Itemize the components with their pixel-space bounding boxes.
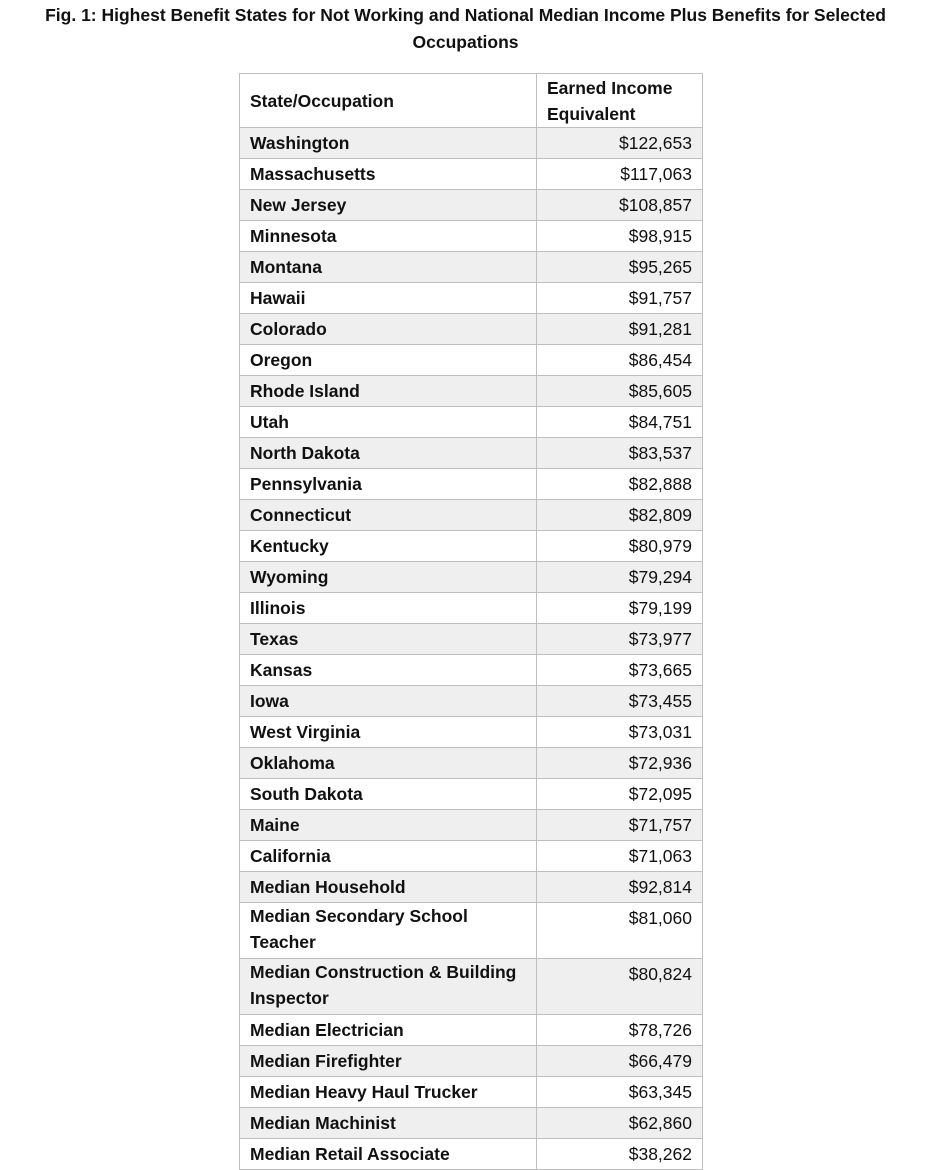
table-row [240, 128, 703, 159]
row-label: Pennsylvania [240, 469, 537, 500]
column-header-state: State/Occupation [240, 74, 537, 128]
table-row [240, 562, 703, 593]
row-value: $91,281 [537, 314, 703, 345]
row-value: $82,888 [537, 469, 703, 500]
row-label: Median Heavy Haul Trucker [240, 1077, 537, 1108]
table-row [240, 686, 703, 717]
table-row [240, 252, 703, 283]
row-label: Montana [240, 252, 537, 283]
row-value: $72,936 [537, 748, 703, 779]
row-value: $71,757 [537, 810, 703, 841]
row-label: Kansas [240, 655, 537, 686]
row-value: $38,262 [537, 1139, 703, 1170]
row-value: $79,294 [537, 562, 703, 593]
row-label: Utah [240, 407, 537, 438]
row-value: $84,751 [537, 407, 703, 438]
table-row [240, 531, 703, 562]
row-label: Median Construction & Building Inspector [240, 959, 537, 1015]
row-value: $108,857 [537, 190, 703, 221]
row-label: West Virginia [240, 717, 537, 748]
table-row [240, 1015, 703, 1046]
row-value: $117,063 [537, 159, 703, 190]
row-value: $73,977 [537, 624, 703, 655]
row-label: Median Household [240, 872, 537, 903]
row-value: $80,979 [537, 531, 703, 562]
row-label: North Dakota [240, 438, 537, 469]
row-label: Oregon [240, 345, 537, 376]
row-label: Median Electrician [240, 1015, 537, 1046]
row-label: Minnesota [240, 221, 537, 252]
figure-title: Fig. 1: Highest Benefit States for Not Working and National Median Income Plus Benefits for Selected Occupations [45, 5, 886, 52]
row-value: $66,479 [537, 1046, 703, 1077]
row-label: Median Firefighter [240, 1046, 537, 1077]
table-row [240, 1046, 703, 1077]
row-value: $71,063 [537, 841, 703, 872]
row-value: $81,060 [537, 903, 703, 959]
table-row [240, 438, 703, 469]
table-row [240, 717, 703, 748]
row-label: Median Secondary School Teacher [240, 903, 537, 959]
table-row [240, 283, 703, 314]
table-row [240, 779, 703, 810]
table-row [240, 1108, 703, 1139]
row-label: South Dakota [240, 779, 537, 810]
row-label: New Jersey [240, 190, 537, 221]
table-row [240, 872, 703, 903]
row-label: Wyoming [240, 562, 537, 593]
table-row [240, 593, 703, 624]
table-row [240, 748, 703, 779]
table-row [240, 959, 703, 1015]
table-row [240, 1139, 703, 1170]
table-row [240, 407, 703, 438]
row-label: Oklahoma [240, 748, 537, 779]
data-table [239, 73, 703, 1170]
row-label: Connecticut [240, 500, 537, 531]
row-value: $62,860 [537, 1108, 703, 1139]
row-value: $98,915 [537, 221, 703, 252]
table-row [240, 376, 703, 407]
row-value: $78,726 [537, 1015, 703, 1046]
table-row [240, 221, 703, 252]
table-row [240, 1077, 703, 1108]
row-value: $82,809 [537, 500, 703, 531]
row-value: $73,665 [537, 655, 703, 686]
row-label: Illinois [240, 593, 537, 624]
row-value: $91,757 [537, 283, 703, 314]
row-value: $73,455 [537, 686, 703, 717]
row-label: Maine [240, 810, 537, 841]
table-row [240, 314, 703, 345]
table-row [240, 624, 703, 655]
row-value: $72,095 [537, 779, 703, 810]
table-row [240, 655, 703, 686]
row-value: $83,537 [537, 438, 703, 469]
row-label: Kentucky [240, 531, 537, 562]
table-row [240, 159, 703, 190]
row-label: Colorado [240, 314, 537, 345]
row-label: Texas [240, 624, 537, 655]
row-label: Iowa [240, 686, 537, 717]
row-value: $86,454 [537, 345, 703, 376]
header-row [240, 74, 703, 128]
row-label: Washington [240, 128, 537, 159]
row-value: $95,265 [537, 252, 703, 283]
table-row [240, 469, 703, 500]
table-row [240, 810, 703, 841]
row-value: $92,814 [537, 872, 703, 903]
row-label: Median Retail Associate [240, 1139, 537, 1170]
table-row [240, 841, 703, 872]
column-header-value: Earned Income Equivalent [537, 74, 703, 128]
row-value: $79,199 [537, 593, 703, 624]
table-row [240, 903, 703, 959]
row-value: $122,653 [537, 128, 703, 159]
row-label: Median Machinist [240, 1108, 537, 1139]
row-label: Rhode Island [240, 376, 537, 407]
row-value: $85,605 [537, 376, 703, 407]
row-label: Massachusetts [240, 159, 537, 190]
table-row [240, 500, 703, 531]
row-value: $63,345 [537, 1077, 703, 1108]
table-row [240, 345, 703, 376]
row-value: $73,031 [537, 717, 703, 748]
row-value: $80,824 [537, 959, 703, 1015]
row-label: California [240, 841, 537, 872]
table-row [240, 190, 703, 221]
row-label: Hawaii [240, 283, 537, 314]
